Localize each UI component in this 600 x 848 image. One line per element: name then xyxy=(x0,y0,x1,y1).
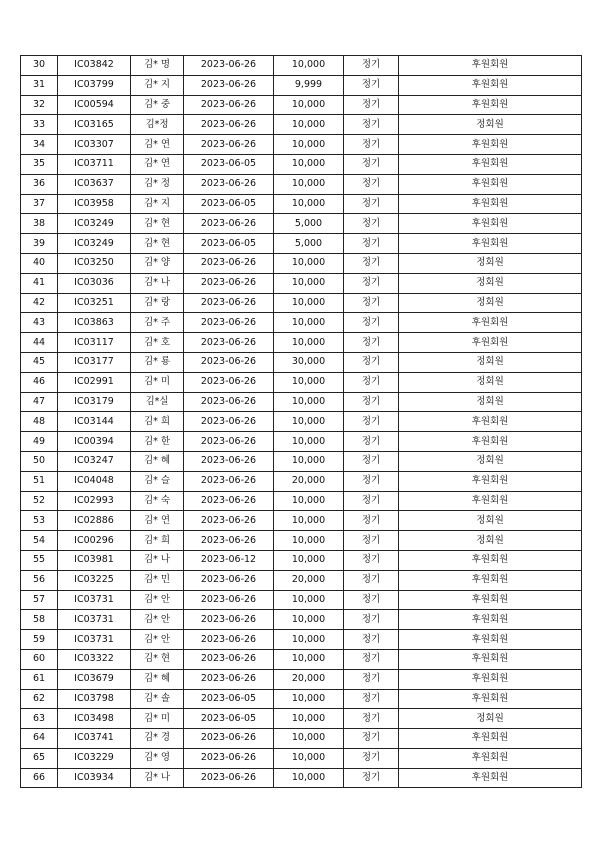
member-name-cell: 김* 혜 xyxy=(131,669,184,689)
date-cell: 2023-06-26 xyxy=(184,372,274,392)
amount-cell: 10,000 xyxy=(274,709,344,729)
date-cell: 2023-06-26 xyxy=(184,432,274,452)
date-cell: 2023-06-05 xyxy=(184,154,274,174)
donation-type-cell: 정기 xyxy=(344,293,399,313)
amount-cell: 10,000 xyxy=(274,333,344,353)
donation-type-cell: 정기 xyxy=(344,491,399,511)
donation-type-cell: 정기 xyxy=(344,273,399,293)
member-id-cell: IC03177 xyxy=(58,352,131,372)
table-row xyxy=(21,115,582,135)
member-name-cell: 김* 미 xyxy=(131,372,184,392)
date-cell: 2023-06-05 xyxy=(184,709,274,729)
member-id-cell: IC03731 xyxy=(58,590,131,610)
row-number-cell: 58 xyxy=(21,610,58,630)
table-row xyxy=(21,352,582,372)
member-name-cell: 김* 주 xyxy=(131,313,184,333)
membership-type-cell: 정회원 xyxy=(399,531,582,551)
table-row xyxy=(21,154,582,174)
date-cell: 2023-06-26 xyxy=(184,115,274,135)
member-id-cell: IC03741 xyxy=(58,729,131,749)
amount-cell: 10,000 xyxy=(274,491,344,511)
membership-type-cell: 후원회원 xyxy=(399,590,582,610)
member-name-cell: 김* 안 xyxy=(131,610,184,630)
date-cell: 2023-06-26 xyxy=(184,392,274,412)
membership-type-cell: 후원회원 xyxy=(399,630,582,650)
member-name-cell: 김* 영 xyxy=(131,748,184,768)
amount-cell: 5,000 xyxy=(274,234,344,254)
amount-cell: 10,000 xyxy=(274,649,344,669)
date-cell: 2023-06-26 xyxy=(184,135,274,155)
table-row xyxy=(21,253,582,273)
row-number-cell: 65 xyxy=(21,748,58,768)
table-row xyxy=(21,392,582,412)
donation-type-cell: 정기 xyxy=(344,610,399,630)
membership-type-cell: 후원회원 xyxy=(399,689,582,709)
row-number-cell: 37 xyxy=(21,194,58,214)
row-number-cell: 43 xyxy=(21,313,58,333)
row-number-cell: 53 xyxy=(21,511,58,531)
donation-type-cell: 정기 xyxy=(344,352,399,372)
table-row xyxy=(21,590,582,610)
table-row xyxy=(21,75,582,95)
row-number-cell: 66 xyxy=(21,768,58,788)
member-id-cell: IC03144 xyxy=(58,412,131,432)
membership-type-cell: 정회원 xyxy=(399,372,582,392)
member-name-cell: 김* 한 xyxy=(131,432,184,452)
row-number-cell: 31 xyxy=(21,75,58,95)
date-cell: 2023-06-26 xyxy=(184,174,274,194)
amount-cell: 20,000 xyxy=(274,669,344,689)
member-id-cell: IC03731 xyxy=(58,610,131,630)
donation-type-cell: 정기 xyxy=(344,471,399,491)
amount-cell: 10,000 xyxy=(274,768,344,788)
membership-type-cell: 후원회원 xyxy=(399,669,582,689)
member-name-cell: 김* 슬 xyxy=(131,471,184,491)
member-name-cell: 김* 호 xyxy=(131,333,184,353)
row-number-cell: 52 xyxy=(21,491,58,511)
membership-type-cell: 후원회원 xyxy=(399,768,582,788)
amount-cell: 20,000 xyxy=(274,471,344,491)
date-cell: 2023-06-05 xyxy=(184,689,274,709)
member-id-cell: IC03165 xyxy=(58,115,131,135)
table-row xyxy=(21,630,582,650)
date-cell: 2023-06-26 xyxy=(184,352,274,372)
membership-type-cell: 정회원 xyxy=(399,511,582,531)
donation-type-cell: 정기 xyxy=(344,392,399,412)
row-number-cell: 63 xyxy=(21,709,58,729)
row-number-cell: 36 xyxy=(21,174,58,194)
member-name-cell: 김* 민 xyxy=(131,570,184,590)
amount-cell: 10,000 xyxy=(274,729,344,749)
member-name-cell: 김* 연 xyxy=(131,511,184,531)
membership-type-cell: 후원회원 xyxy=(399,313,582,333)
member-id-cell: IC00296 xyxy=(58,531,131,551)
table-row xyxy=(21,768,582,788)
member-id-cell: IC03250 xyxy=(58,253,131,273)
row-number-cell: 48 xyxy=(21,412,58,432)
amount-cell: 10,000 xyxy=(274,95,344,115)
member-id-cell: IC03249 xyxy=(58,214,131,234)
table-row xyxy=(21,570,582,590)
member-name-cell: 김* 랑 xyxy=(131,293,184,313)
donation-type-cell: 정기 xyxy=(344,154,399,174)
donation-type-cell: 정기 xyxy=(344,709,399,729)
amount-cell: 20,000 xyxy=(274,570,344,590)
row-number-cell: 50 xyxy=(21,451,58,471)
member-id-cell: IC03249 xyxy=(58,234,131,254)
member-name-cell: 김* 솔 xyxy=(131,689,184,709)
member-id-cell: IC03225 xyxy=(58,570,131,590)
member-id-cell: IC03711 xyxy=(58,154,131,174)
amount-cell: 9,999 xyxy=(274,75,344,95)
donation-type-cell: 정기 xyxy=(344,531,399,551)
amount-cell: 10,000 xyxy=(274,135,344,155)
row-number-cell: 61 xyxy=(21,669,58,689)
amount-cell: 10,000 xyxy=(274,412,344,432)
row-number-cell: 62 xyxy=(21,689,58,709)
member-name-cell: 김* 희 xyxy=(131,412,184,432)
member-id-cell: IC03958 xyxy=(58,194,131,214)
amount-cell: 10,000 xyxy=(274,689,344,709)
amount-cell: 10,000 xyxy=(274,451,344,471)
member-name-cell: 김* 미 xyxy=(131,709,184,729)
table-row xyxy=(21,194,582,214)
member-name-cell: 김*정 xyxy=(131,115,184,135)
donation-type-cell: 정기 xyxy=(344,115,399,135)
row-number-cell: 64 xyxy=(21,729,58,749)
donation-type-cell: 정기 xyxy=(344,649,399,669)
member-name-cell: 김* 숙 xyxy=(131,491,184,511)
amount-cell: 10,000 xyxy=(274,313,344,333)
date-cell: 2023-06-26 xyxy=(184,729,274,749)
row-number-cell: 51 xyxy=(21,471,58,491)
amount-cell: 5,000 xyxy=(274,214,344,234)
table-row xyxy=(21,333,582,353)
table-row xyxy=(21,649,582,669)
member-id-cell: IC03863 xyxy=(58,313,131,333)
donation-type-cell: 정기 xyxy=(344,56,399,76)
membership-type-cell: 정회원 xyxy=(399,115,582,135)
membership-type-cell: 후원회원 xyxy=(399,649,582,669)
member-id-cell: IC03307 xyxy=(58,135,131,155)
member-id-cell: IC03842 xyxy=(58,56,131,76)
row-number-cell: 44 xyxy=(21,333,58,353)
table-row xyxy=(21,56,582,76)
table-row xyxy=(21,135,582,155)
donation-type-cell: 정기 xyxy=(344,412,399,432)
member-name-cell: 김* 명 xyxy=(131,56,184,76)
amount-cell: 10,000 xyxy=(274,748,344,768)
member-name-cell: 김* 연 xyxy=(131,154,184,174)
table-row xyxy=(21,174,582,194)
row-number-cell: 56 xyxy=(21,570,58,590)
table-row xyxy=(21,95,582,115)
member-name-cell: 김* 혜 xyxy=(131,451,184,471)
membership-type-cell: 후원회원 xyxy=(399,56,582,76)
membership-type-cell: 정회원 xyxy=(399,392,582,412)
member-id-cell: IC03934 xyxy=(58,768,131,788)
member-name-cell: 김* 나 xyxy=(131,273,184,293)
donation-type-cell: 정기 xyxy=(344,590,399,610)
donation-type-cell: 정기 xyxy=(344,689,399,709)
amount-cell: 10,000 xyxy=(274,253,344,273)
row-number-cell: 54 xyxy=(21,531,58,551)
donation-type-cell: 정기 xyxy=(344,174,399,194)
date-cell: 2023-06-26 xyxy=(184,570,274,590)
date-cell: 2023-06-12 xyxy=(184,550,274,570)
table-row xyxy=(21,234,582,254)
row-number-cell: 46 xyxy=(21,372,58,392)
row-number-cell: 55 xyxy=(21,550,58,570)
date-cell: 2023-06-26 xyxy=(184,471,274,491)
amount-cell: 10,000 xyxy=(274,372,344,392)
row-number-cell: 40 xyxy=(21,253,58,273)
row-number-cell: 41 xyxy=(21,273,58,293)
donation-type-cell: 정기 xyxy=(344,194,399,214)
table-row xyxy=(21,669,582,689)
date-cell: 2023-06-26 xyxy=(184,768,274,788)
amount-cell: 10,000 xyxy=(274,630,344,650)
member-name-cell: 김* 중 xyxy=(131,95,184,115)
donation-type-cell: 정기 xyxy=(344,511,399,531)
table-row xyxy=(21,748,582,768)
row-number-cell: 59 xyxy=(21,630,58,650)
member-name-cell: 김* 지 xyxy=(131,194,184,214)
membership-type-cell: 후원회원 xyxy=(399,471,582,491)
membership-type-cell: 후원회원 xyxy=(399,550,582,570)
membership-type-cell: 후원회원 xyxy=(399,491,582,511)
member-name-cell: 김* 정 xyxy=(131,174,184,194)
member-id-cell: IC02991 xyxy=(58,372,131,392)
member-id-cell: IC03799 xyxy=(58,75,131,95)
amount-cell: 10,000 xyxy=(274,531,344,551)
amount-cell: 10,000 xyxy=(274,293,344,313)
amount-cell: 10,000 xyxy=(274,194,344,214)
member-name-cell: 김* 현 xyxy=(131,234,184,254)
member-id-cell: IC03036 xyxy=(58,273,131,293)
membership-type-cell: 후원회원 xyxy=(399,748,582,768)
date-cell: 2023-06-26 xyxy=(184,253,274,273)
amount-cell: 30,000 xyxy=(274,352,344,372)
membership-type-cell: 후원회원 xyxy=(399,135,582,155)
member-id-cell: IC03229 xyxy=(58,748,131,768)
donation-type-cell: 정기 xyxy=(344,432,399,452)
table-row xyxy=(21,531,582,551)
date-cell: 2023-06-26 xyxy=(184,214,274,234)
member-name-cell: 김* 안 xyxy=(131,630,184,650)
date-cell: 2023-06-26 xyxy=(184,649,274,669)
member-name-cell: 김* 경 xyxy=(131,729,184,749)
donation-type-cell: 정기 xyxy=(344,214,399,234)
member-id-cell: IC02993 xyxy=(58,491,131,511)
donation-type-cell: 정기 xyxy=(344,550,399,570)
date-cell: 2023-06-26 xyxy=(184,56,274,76)
membership-type-cell: 후원회원 xyxy=(399,95,582,115)
date-cell: 2023-06-26 xyxy=(184,273,274,293)
date-cell: 2023-06-26 xyxy=(184,511,274,531)
row-number-cell: 30 xyxy=(21,56,58,76)
row-number-cell: 47 xyxy=(21,392,58,412)
table-row xyxy=(21,451,582,471)
donation-type-cell: 정기 xyxy=(344,95,399,115)
row-number-cell: 33 xyxy=(21,115,58,135)
row-number-cell: 42 xyxy=(21,293,58,313)
member-id-cell: IC03251 xyxy=(58,293,131,313)
membership-type-cell: 후원회원 xyxy=(399,432,582,452)
membership-type-cell: 후원회원 xyxy=(399,234,582,254)
table-row xyxy=(21,412,582,432)
row-number-cell: 35 xyxy=(21,154,58,174)
table-row xyxy=(21,471,582,491)
row-number-cell: 57 xyxy=(21,590,58,610)
table-row xyxy=(21,372,582,392)
donation-type-cell: 정기 xyxy=(344,451,399,471)
date-cell: 2023-06-26 xyxy=(184,748,274,768)
date-cell: 2023-06-05 xyxy=(184,194,274,214)
member-name-cell: 김* 룡 xyxy=(131,352,184,372)
date-cell: 2023-06-26 xyxy=(184,451,274,471)
date-cell: 2023-06-26 xyxy=(184,610,274,630)
membership-type-cell: 정회원 xyxy=(399,451,582,471)
donation-type-cell: 정기 xyxy=(344,570,399,590)
member-name-cell: 김*실 xyxy=(131,392,184,412)
table-row xyxy=(21,689,582,709)
table-row xyxy=(21,273,582,293)
donation-type-cell: 정기 xyxy=(344,253,399,273)
donation-type-cell: 정기 xyxy=(344,748,399,768)
member-id-cell: IC03731 xyxy=(58,630,131,650)
table-row xyxy=(21,491,582,511)
member-name-cell: 김* 현 xyxy=(131,649,184,669)
donation-type-cell: 정기 xyxy=(344,372,399,392)
membership-type-cell: 정회원 xyxy=(399,709,582,729)
date-cell: 2023-06-26 xyxy=(184,590,274,610)
amount-cell: 10,000 xyxy=(274,610,344,630)
amount-cell: 10,000 xyxy=(274,154,344,174)
member-id-cell: IC02886 xyxy=(58,511,131,531)
date-cell: 2023-06-26 xyxy=(184,75,274,95)
table-row xyxy=(21,709,582,729)
membership-type-cell: 후원회원 xyxy=(399,412,582,432)
row-number-cell: 32 xyxy=(21,95,58,115)
member-name-cell: 김* 나 xyxy=(131,768,184,788)
table-row xyxy=(21,550,582,570)
donation-type-cell: 정기 xyxy=(344,135,399,155)
member-id-cell: IC03679 xyxy=(58,669,131,689)
table-row xyxy=(21,511,582,531)
member-id-cell: IC00394 xyxy=(58,432,131,452)
member-name-cell: 김* 연 xyxy=(131,135,184,155)
membership-type-cell: 후원회원 xyxy=(399,154,582,174)
amount-cell: 10,000 xyxy=(274,550,344,570)
member-name-cell: 김* 양 xyxy=(131,253,184,273)
date-cell: 2023-06-26 xyxy=(184,95,274,115)
date-cell: 2023-06-26 xyxy=(184,412,274,432)
membership-type-cell: 정회원 xyxy=(399,352,582,372)
amount-cell: 10,000 xyxy=(274,511,344,531)
donation-type-cell: 정기 xyxy=(344,313,399,333)
donation-type-cell: 정기 xyxy=(344,729,399,749)
donation-type-cell: 정기 xyxy=(344,768,399,788)
member-name-cell: 김* 희 xyxy=(131,531,184,551)
membership-type-cell: 후원회원 xyxy=(399,75,582,95)
member-id-cell: IC03247 xyxy=(58,451,131,471)
membership-type-cell: 후원회원 xyxy=(399,333,582,353)
donation-table xyxy=(20,55,582,788)
membership-type-cell: 정회원 xyxy=(399,253,582,273)
membership-type-cell: 후원회원 xyxy=(399,729,582,749)
row-number-cell: 49 xyxy=(21,432,58,452)
amount-cell: 10,000 xyxy=(274,273,344,293)
member-id-cell: IC03981 xyxy=(58,550,131,570)
donation-type-cell: 정기 xyxy=(344,75,399,95)
amount-cell: 10,000 xyxy=(274,174,344,194)
member-id-cell: IC00594 xyxy=(58,95,131,115)
membership-type-cell: 후원회원 xyxy=(399,194,582,214)
membership-type-cell: 후원회원 xyxy=(399,610,582,630)
row-number-cell: 38 xyxy=(21,214,58,234)
amount-cell: 10,000 xyxy=(274,115,344,135)
date-cell: 2023-06-26 xyxy=(184,630,274,650)
date-cell: 2023-06-26 xyxy=(184,669,274,689)
table-row xyxy=(21,610,582,630)
row-number-cell: 39 xyxy=(21,234,58,254)
member-name-cell: 김* 지 xyxy=(131,75,184,95)
donation-table-body xyxy=(21,56,582,788)
member-id-cell: IC03798 xyxy=(58,689,131,709)
member-id-cell: IC03179 xyxy=(58,392,131,412)
membership-type-cell: 정회원 xyxy=(399,273,582,293)
row-number-cell: 34 xyxy=(21,135,58,155)
date-cell: 2023-06-26 xyxy=(184,491,274,511)
membership-type-cell: 정회원 xyxy=(399,293,582,313)
member-id-cell: IC03637 xyxy=(58,174,131,194)
table-row xyxy=(21,313,582,333)
date-cell: 2023-06-26 xyxy=(184,333,274,353)
member-id-cell: IC03322 xyxy=(58,649,131,669)
amount-cell: 10,000 xyxy=(274,590,344,610)
amount-cell: 10,000 xyxy=(274,56,344,76)
date-cell: 2023-06-05 xyxy=(184,234,274,254)
membership-type-cell: 후원회원 xyxy=(399,214,582,234)
member-name-cell: 김* 나 xyxy=(131,550,184,570)
date-cell: 2023-06-26 xyxy=(184,531,274,551)
member-id-cell: IC03117 xyxy=(58,333,131,353)
row-number-cell: 60 xyxy=(21,649,58,669)
membership-type-cell: 후원회원 xyxy=(399,570,582,590)
donation-type-cell: 정기 xyxy=(344,234,399,254)
donation-type-cell: 정기 xyxy=(344,333,399,353)
member-id-cell: IC03498 xyxy=(58,709,131,729)
donation-type-cell: 정기 xyxy=(344,669,399,689)
date-cell: 2023-06-26 xyxy=(184,313,274,333)
table-row xyxy=(21,432,582,452)
member-name-cell: 김* 현 xyxy=(131,214,184,234)
member-name-cell: 김* 안 xyxy=(131,590,184,610)
member-id-cell: IC04048 xyxy=(58,471,131,491)
amount-cell: 10,000 xyxy=(274,392,344,412)
date-cell: 2023-06-26 xyxy=(184,293,274,313)
donation-type-cell: 정기 xyxy=(344,630,399,650)
membership-type-cell: 후원회원 xyxy=(399,174,582,194)
table-row xyxy=(21,293,582,313)
row-number-cell: 45 xyxy=(21,352,58,372)
table-row xyxy=(21,214,582,234)
amount-cell: 10,000 xyxy=(274,432,344,452)
table-row xyxy=(21,729,582,749)
